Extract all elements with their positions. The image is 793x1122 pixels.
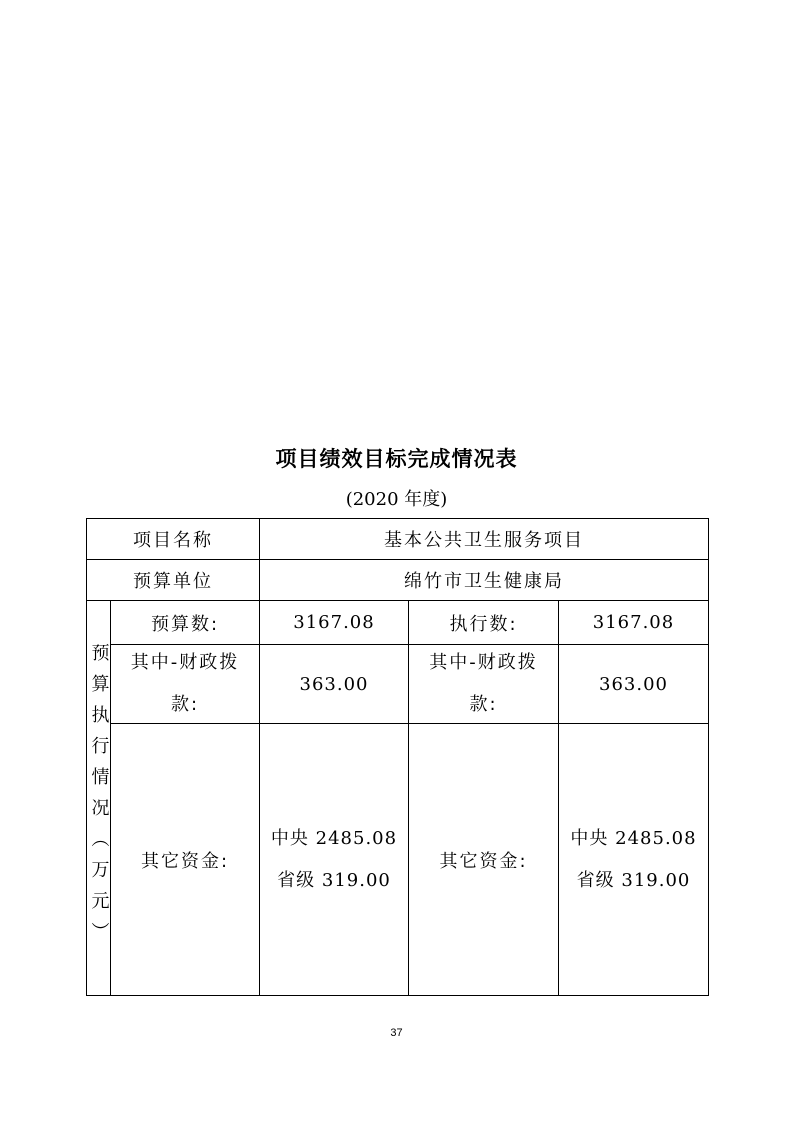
budget-amount-label: 预算数: — [110, 600, 260, 645]
budget-execution-side-label: 预算执行情况（万元） — [86, 600, 111, 996]
other-funds-executed-label: 其它资金: — [408, 723, 559, 996]
other-funds-budget-value: 中央 2485.08 省级 319.00 — [259, 723, 409, 996]
executed-amount-label: 执行数: — [408, 600, 559, 645]
project-name-value: 基本公共卫生服务项目 — [259, 518, 709, 560]
other-funds-executed-value: 中央 2485.08 省级 319.00 — [558, 723, 709, 996]
fiscal-budget-value: 363.00 — [259, 644, 409, 724]
project-name-label: 项目名称 — [86, 518, 260, 560]
document-title: 项目绩效目标完成情况表 — [275, 447, 518, 471]
fiscal-budget-label: 其中-财政拨 款: — [110, 644, 260, 724]
document-year: (2020 年度) — [345, 489, 448, 510]
budget-unit-value: 绵竹市卫生健康局 — [259, 559, 709, 601]
executed-amount-value: 3167.08 — [558, 600, 709, 645]
fiscal-executed-label: 其中-财政拨 款: — [408, 644, 559, 724]
budget-unit-label: 预算单位 — [86, 559, 260, 601]
other-funds-budget-label: 其它资金: — [110, 723, 260, 996]
budget-amount-value: 3167.08 — [259, 600, 409, 645]
fiscal-executed-value: 363.00 — [558, 644, 709, 724]
page-number: 37 — [390, 1027, 403, 1039]
